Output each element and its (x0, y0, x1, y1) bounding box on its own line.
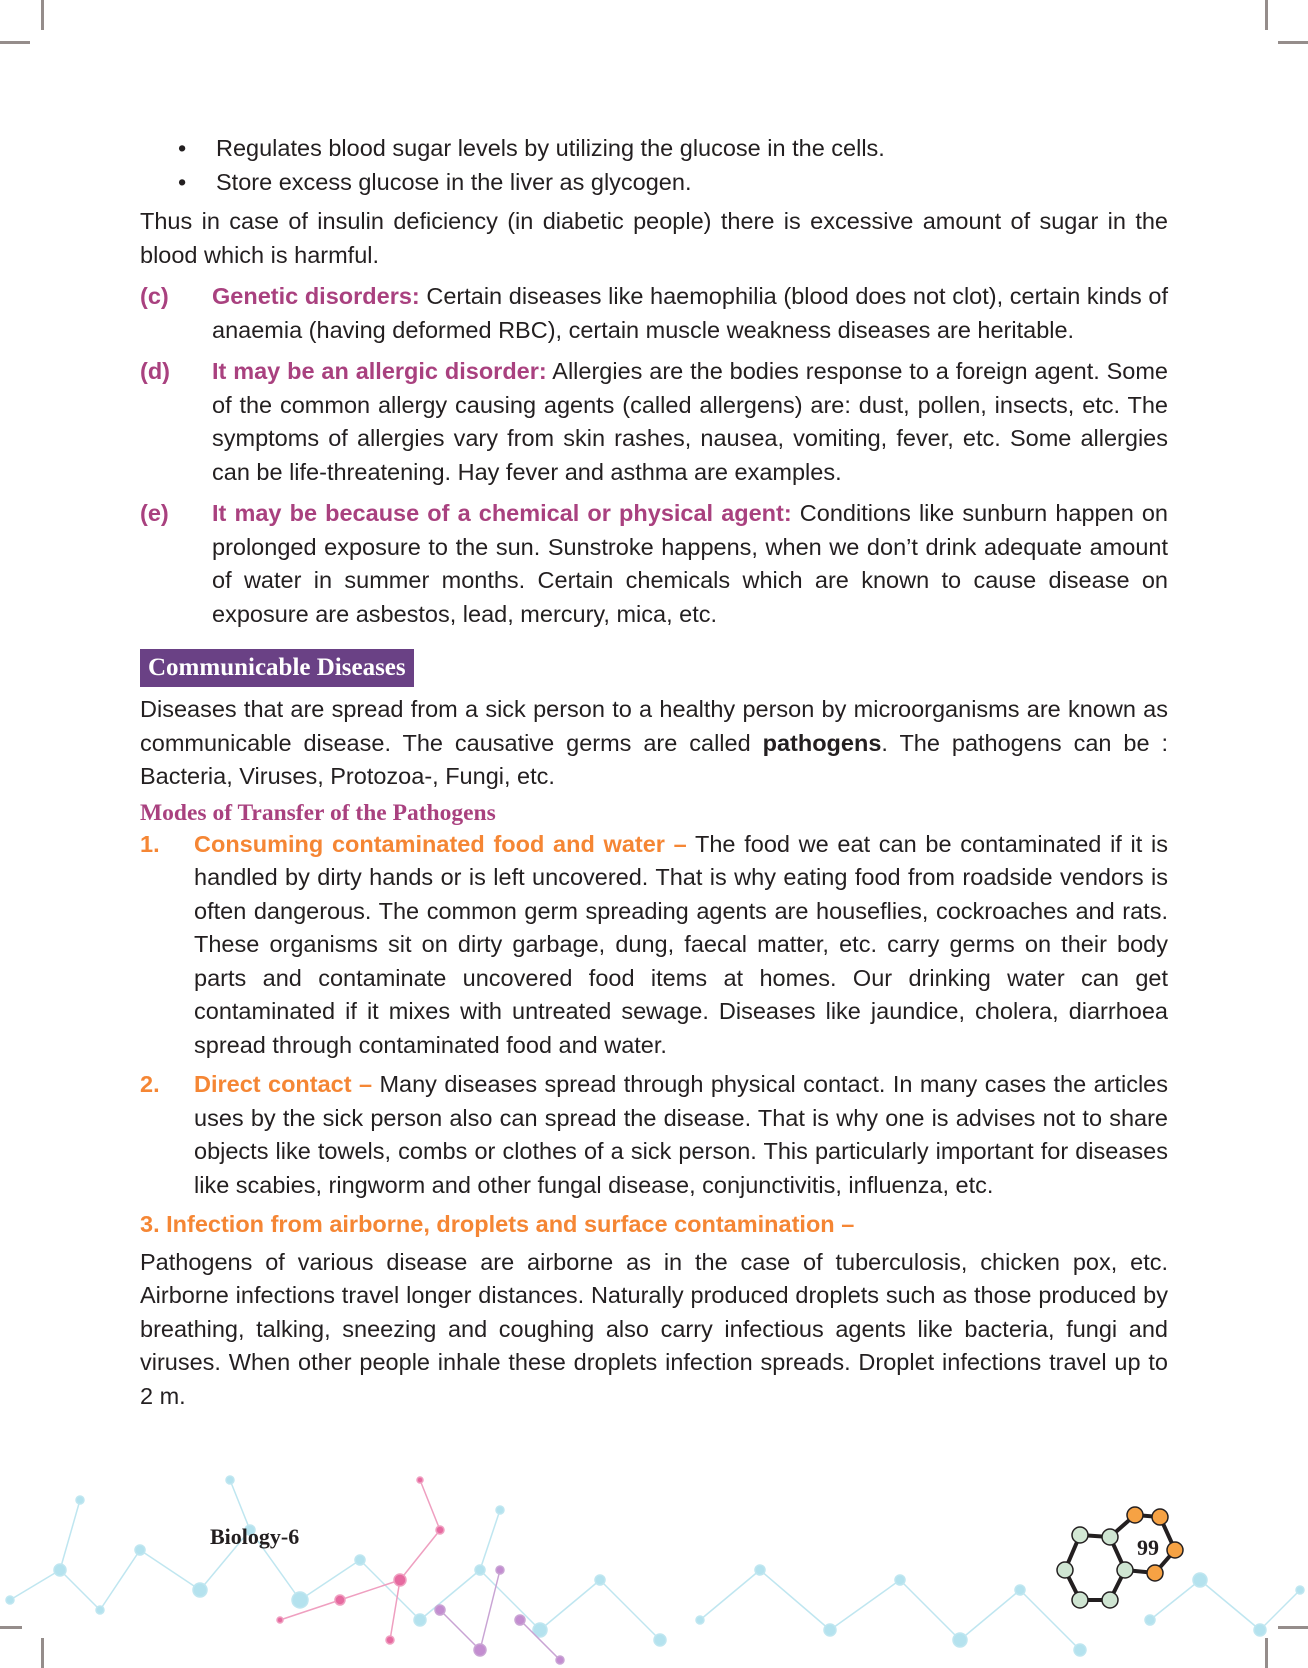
crop-mark-top-left-h (0, 41, 30, 44)
item-number: 2. (140, 1071, 160, 1097)
lettered-item-d (140, 355, 1168, 489)
communicable-intro (140, 693, 1168, 794)
page-number: 99 (1137, 1535, 1159, 1560)
item-body (212, 355, 1168, 489)
item-body (194, 828, 1168, 1063)
item-term: Genetic disorders: (212, 283, 420, 309)
mode-item-1 (140, 828, 1168, 1063)
item-label: (c) (140, 283, 169, 309)
mode-3-text: Pathogens of various disease are airborne as in the case of tuberculosis, chicken pox, etc. Airborne infections travel longer distances. Naturally produced droplets such as those produced by breathing, talking, sneezing and coughing also carry infectious agents like bacteria, fungi and viruses. When other people inhale these droplets infection spreads. Droplet infections travel up to 2 m. (140, 1248, 1168, 1409)
crop-mark-top-right-h (1278, 41, 1308, 44)
item-term: It may be an allergic disorder: (212, 358, 547, 384)
item-text: Allergies are the bodies response to a foreign agent. Some of the common allergy causing agents (called allergens) are: dust, pollen, insects, etc. The symptoms of allergies vary from skin rashes, nausea, vomiting, fever, etc. Some allergies can be life-threatening. Hay fever and asthma are examples. (212, 358, 1169, 485)
intro-text: Diseases that are spread from a sick person to a healthy person by microorganisms are known as communicable disease. The causative germs are called (140, 696, 1168, 756)
item-term: It may be because of a chemical or physical agent: (212, 500, 792, 526)
item-body (212, 497, 1168, 631)
crop-mark-top-left-v (41, 0, 44, 30)
page-body (140, 132, 1168, 1413)
item-label: (e) (140, 500, 169, 526)
book-title: Biology-6 (210, 1524, 300, 1549)
page-number-hexagon-icon (1055, 1505, 1195, 1625)
crop-mark-bottom-right-v (1265, 1638, 1268, 1668)
bullet-text: Store excess glucose in the liver as glycogen. (216, 168, 692, 195)
item-term: Direct contact – (194, 1071, 373, 1097)
pathogens-term: pathogens (762, 729, 882, 756)
crop-mark-bottom-right-h (1278, 1626, 1308, 1629)
bullet-item (140, 166, 1168, 200)
bullet-item (140, 132, 1168, 166)
item-text: The food we eat can be contaminated if it is handled by dirty hands or is left uncovered. That is why eating food from roadside vendors is often dangerous. The common germ spreading agents are houseflies, cockroaches and rats. These organisms sit on dirty garbage, dung, faecal matter, etc. carry germs on their body parts and contaminate uncovered food items at homes. Our drinking water can get contaminated if it mixes with untreated sewage. Diseases like jaundice, cholera, diarrhoea spread through contaminated food and water. (194, 830, 1168, 1058)
insulin-paragraph: Thus in case of insulin deficiency (in diabetic people) there is excessive amount of sugar in the blood which is harmful. (140, 208, 1168, 268)
item-text: Conditions like sunburn happen on prolonged exposure to the sun. Sunstroke happens, when we don’t drink adequate amount of water in summer months. Certain chemicals which are known to cause disease on exposure are asbestos, lead, mercury, mica, etc. (212, 500, 1169, 627)
item-term: Consuming contaminated food and water – (194, 830, 687, 857)
item-label: (d) (140, 358, 171, 384)
item-number: 1. (140, 830, 160, 857)
lettered-item-c (140, 280, 1168, 347)
bullet-text: Regulates blood sugar levels by utilizing the glucose in the cells. (216, 135, 885, 161)
subheading-modes-of-transfer: Modes of Transfer of the Pathogens (140, 799, 496, 826)
crop-mark-bottom-left-v (41, 1638, 44, 1668)
bullet-glyph: • (178, 168, 187, 195)
mode-item-2 (140, 1068, 1168, 1202)
crop-mark-bottom-left-h (0, 1626, 22, 1629)
mode-3-heading: 3. Infection from airborne, droplets and surface contamination – (140, 1211, 855, 1237)
crop-mark-top-right-v (1265, 0, 1268, 30)
item-text: Many diseases spread through physical contact. In many cases the articles uses by the sick person also can spread the disease. That is why one is advises not to share objects like towels, combs or clothes of a sick person. This particularly important for diseases like scabies, ringworm and other fungal disease, conjunctivitis, influenza, etc. (194, 1071, 1169, 1198)
item-text: Certain diseases like haemophilia (blood does not clot), certain kinds of anaemia (having deformed RBC), certain muscle weakness diseases are heritable. (212, 283, 1168, 343)
section-heading-communicable-diseases: Communicable Diseases (140, 649, 414, 687)
bullet-glyph: • (178, 135, 187, 161)
item-body (194, 1068, 1168, 1202)
item-body (212, 280, 1168, 347)
intro-text: . The pathogens can be : Bacteria, Viruses, Protozoa-, Fungi, etc. (140, 729, 1168, 789)
lettered-item-e (140, 497, 1168, 631)
